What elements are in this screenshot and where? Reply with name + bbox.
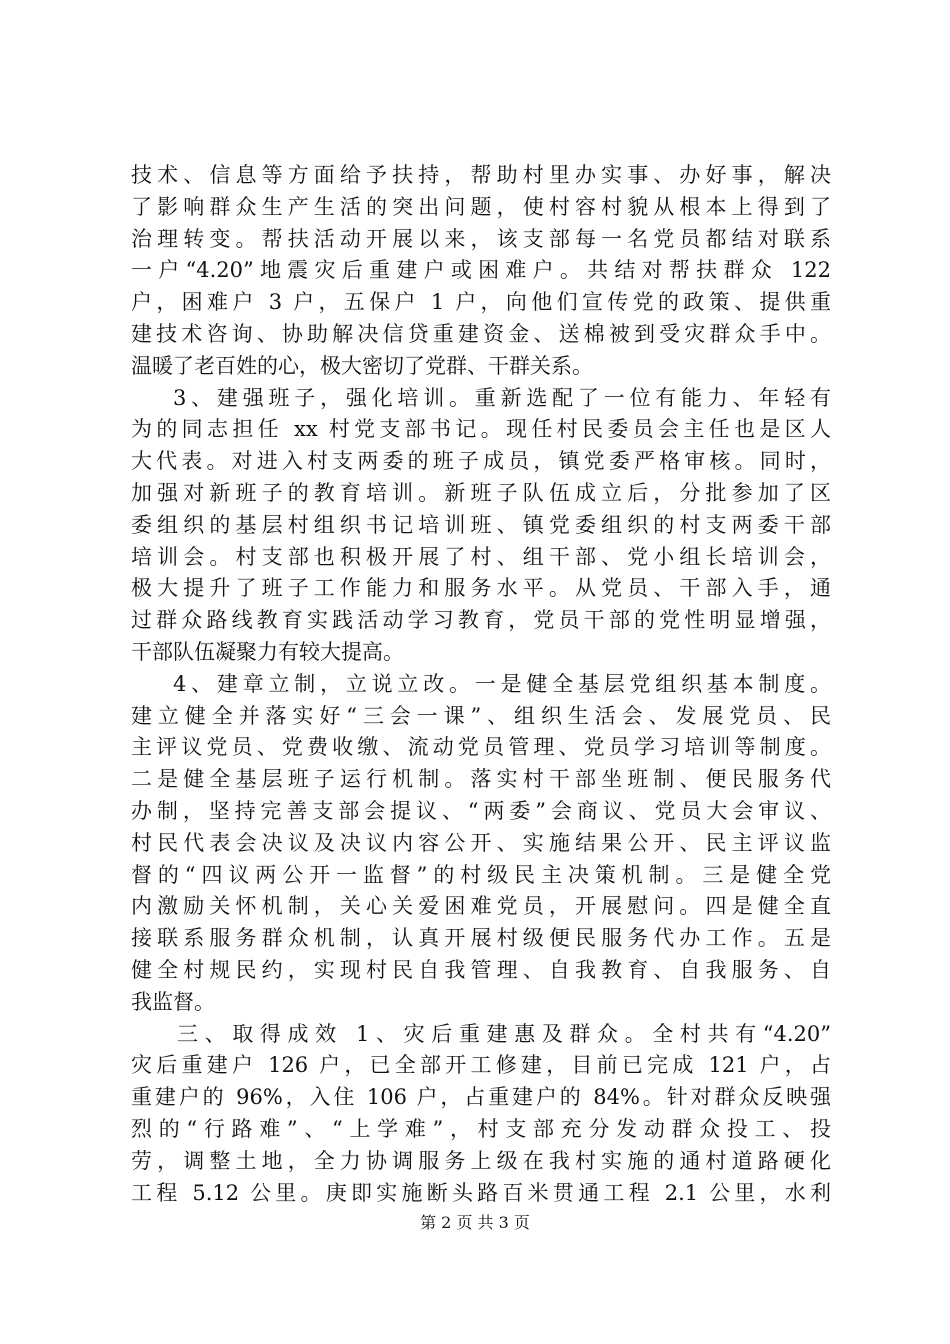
text-line: 三、取得成效 1、灾后重建惠及群众。全村共有“4.20”: [177, 1021, 831, 1046]
text-line: 健全村规民约，实现村民自我管理、自我教育、自我服务、自: [131, 957, 831, 982]
text-line: 户，困难户 3 户，五保户 1 户，向他们宣传党的政策、提供重: [131, 290, 831, 315]
text-line: 过群众路线教育实践活动学习教育，党员干部的党性明显增强，: [131, 608, 831, 633]
text-line: 灾后重建户 126 户，已全部开工修建，目前已完成 121 户，占: [131, 1053, 831, 1078]
text-line: 培训会。村支部也积极开展了村、组干部、党小组长培训会，: [131, 544, 831, 569]
text-line: 加强对新班子的教育培训。新班子队伍成立后，分批参加了区: [131, 480, 831, 505]
text-line: 4、建章立制，立说立改。一是健全基层党组织基本制度。: [173, 671, 831, 696]
text-line: 为的同志担任 xx 村党支部书记。现任村民委员会主任也是区人: [131, 417, 831, 442]
text-line: 办制，坚持完善支部会提议、“两委”会商议、党员大会审议、: [131, 798, 831, 823]
text-line: 我监督。: [131, 989, 215, 1014]
text-line: 一户“4.20”地震灾后重建户或困难户。共结对帮扶群众 122: [131, 258, 831, 283]
text-line: 建立健全并落实好“三会一课”、组织生活会、发展党员、民: [131, 703, 831, 728]
text-line: 建技术咨询、协助解决信贷重建资金、送棉被到受灾群众手中。: [131, 321, 831, 346]
text-line: 干部队伍凝聚力有较大提高。: [131, 639, 404, 664]
text-line: 治理转变。帮扶活动开展以来，该支部每一名党员都结对联系: [131, 226, 831, 251]
text-line: 大代表。对进入村支两委的班子成员，镇党委严格审核。同时，: [131, 449, 831, 474]
text-line: 二是健全基层班子运行机制。落实村干部坐班制、便民服务代: [131, 767, 831, 792]
text-line: 温暖了老百姓的心，极大密切了党群、干群关系。: [131, 353, 593, 378]
text-line: 内激励关怀机制，关心关爱困难党员，开展慰问。四是健全直: [131, 894, 831, 919]
text-line: 工程 5.12 公里。庚即实施断头路百米贯通工程 2.1 公里，水利: [131, 1180, 831, 1205]
text-line: 技术、信息等方面给予扶持，帮助村里办实事、办好事，解决: [131, 163, 831, 187]
text-line: 烈的“行路难”、“上学难”，村支部充分发动群众投工、投: [131, 1116, 831, 1141]
body-text: [131, 160, 831, 1209]
text-line: 了影响群众生产生活的突出问题，使村容村貌从根本上得到了: [131, 194, 831, 219]
text-line: 极大提升了班子工作能力和服务水平。从党员、干部入手，通: [131, 576, 831, 601]
text-line: 接联系服务群众机制，认真开展村级便民服务代办工作。五是: [131, 926, 831, 951]
text-line: 委组织的基层村组织书记培训班、镇党委组织的村支两委干部: [131, 512, 831, 537]
text-line: 督的“四议两公开一监督”的村级民主决策机制。三是健全党: [131, 862, 831, 887]
text-line: 3、建强班子，强化培训。重新选配了一位有能力、年轻有: [173, 385, 831, 410]
text-line: 村民代表会决议及决议内容公开、实施结果公开、民主评议监: [131, 830, 831, 855]
text-line: 主评议党员、党费收缴、流动党员管理、党员学习培训等制度。: [131, 735, 831, 760]
text-line: 重建户的 96%，入住 106 户，占重建户的 84%。针对群众反映强: [131, 1085, 831, 1110]
page-footer: 第 2 页 共 3 页: [420, 1213, 530, 1232]
text-line: 劳，调整土地，全力协调服务上级在我村实施的通村道路硬化: [131, 1148, 831, 1173]
